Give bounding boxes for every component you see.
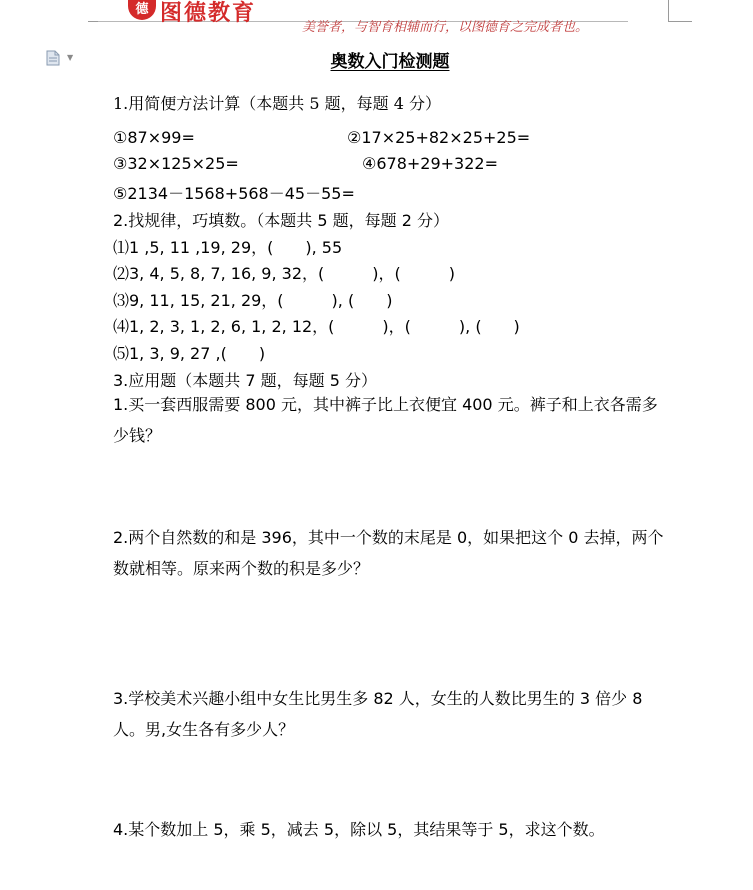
- calc-item-5: ⑤2134－1568+568－45－55=: [113, 184, 355, 203]
- margin-mark-right-v: [668, 0, 669, 22]
- word-problem-4: 4.某个数加上 5，乘 5，减去 5，除以 5，其结果等于 5，求这个数。: [113, 820, 605, 839]
- word-problem-1: 1.买一套西服需要 800 元，其中裤子比上衣便宜 400 元。裤子和上衣各需多少钱？: [113, 395, 658, 445]
- calc-item-2: ②17×25+82×25+25=: [347, 128, 531, 147]
- section3-heading: 3.应用题（本题共 7 题，每题 5 分）: [113, 371, 377, 390]
- margin-mark-right-h: [668, 21, 692, 22]
- section2-heading: 2.找规律，巧填数。（本题共 5 题，每题 2 分）: [113, 211, 449, 230]
- calc-item-3: ③32×125×25=: [113, 154, 239, 173]
- chevron-down-icon[interactable]: ▼: [67, 53, 74, 62]
- word-problem-2: 2.两个自然数的和是 396，其中一个数的末尾是 0，如果把这个 0 去掉，两个数就相等。原来两个数的积是多少？: [113, 528, 664, 578]
- page-title: 奥数入门检测题: [330, 52, 450, 72]
- pattern-item-3: ⑶9, 11, 15, 21, 29，( ), ( ): [113, 291, 393, 310]
- section1-heading: 1.用简便方法计算（本题共 5 题，每题 4 分）: [113, 94, 441, 113]
- header-slogan: 美誉者，与智育相辅而行，以图德育之完成者也。: [302, 20, 589, 35]
- pattern-item-4: ⑷1, 2, 3, 1, 2, 6, 1, 2, 12，( )，( ), ( ): [113, 317, 520, 336]
- calc-item-4: ④678+29+322=: [362, 154, 498, 173]
- logo-text: 图德教育: [160, 1, 257, 26]
- pattern-item-5: ⑸1, 3, 9, 27 ,( ): [113, 344, 266, 363]
- calc-item-1: ①87×99=: [113, 128, 195, 147]
- pattern-item-1: ⑴1 ,5, 11 ,19, 29，( ), 55: [113, 238, 343, 257]
- pattern-item-2: ⑵3, 4, 5, 8, 7, 16, 9, 32，( )，( ): [113, 264, 455, 283]
- logo-seal: 德: [128, 0, 156, 20]
- word-problem-3: 3.学校美术兴趣小组中女生比男生多 82 人，女生的人数比男生的 3 倍少 8 人。男,女生各有多少人？: [113, 689, 643, 739]
